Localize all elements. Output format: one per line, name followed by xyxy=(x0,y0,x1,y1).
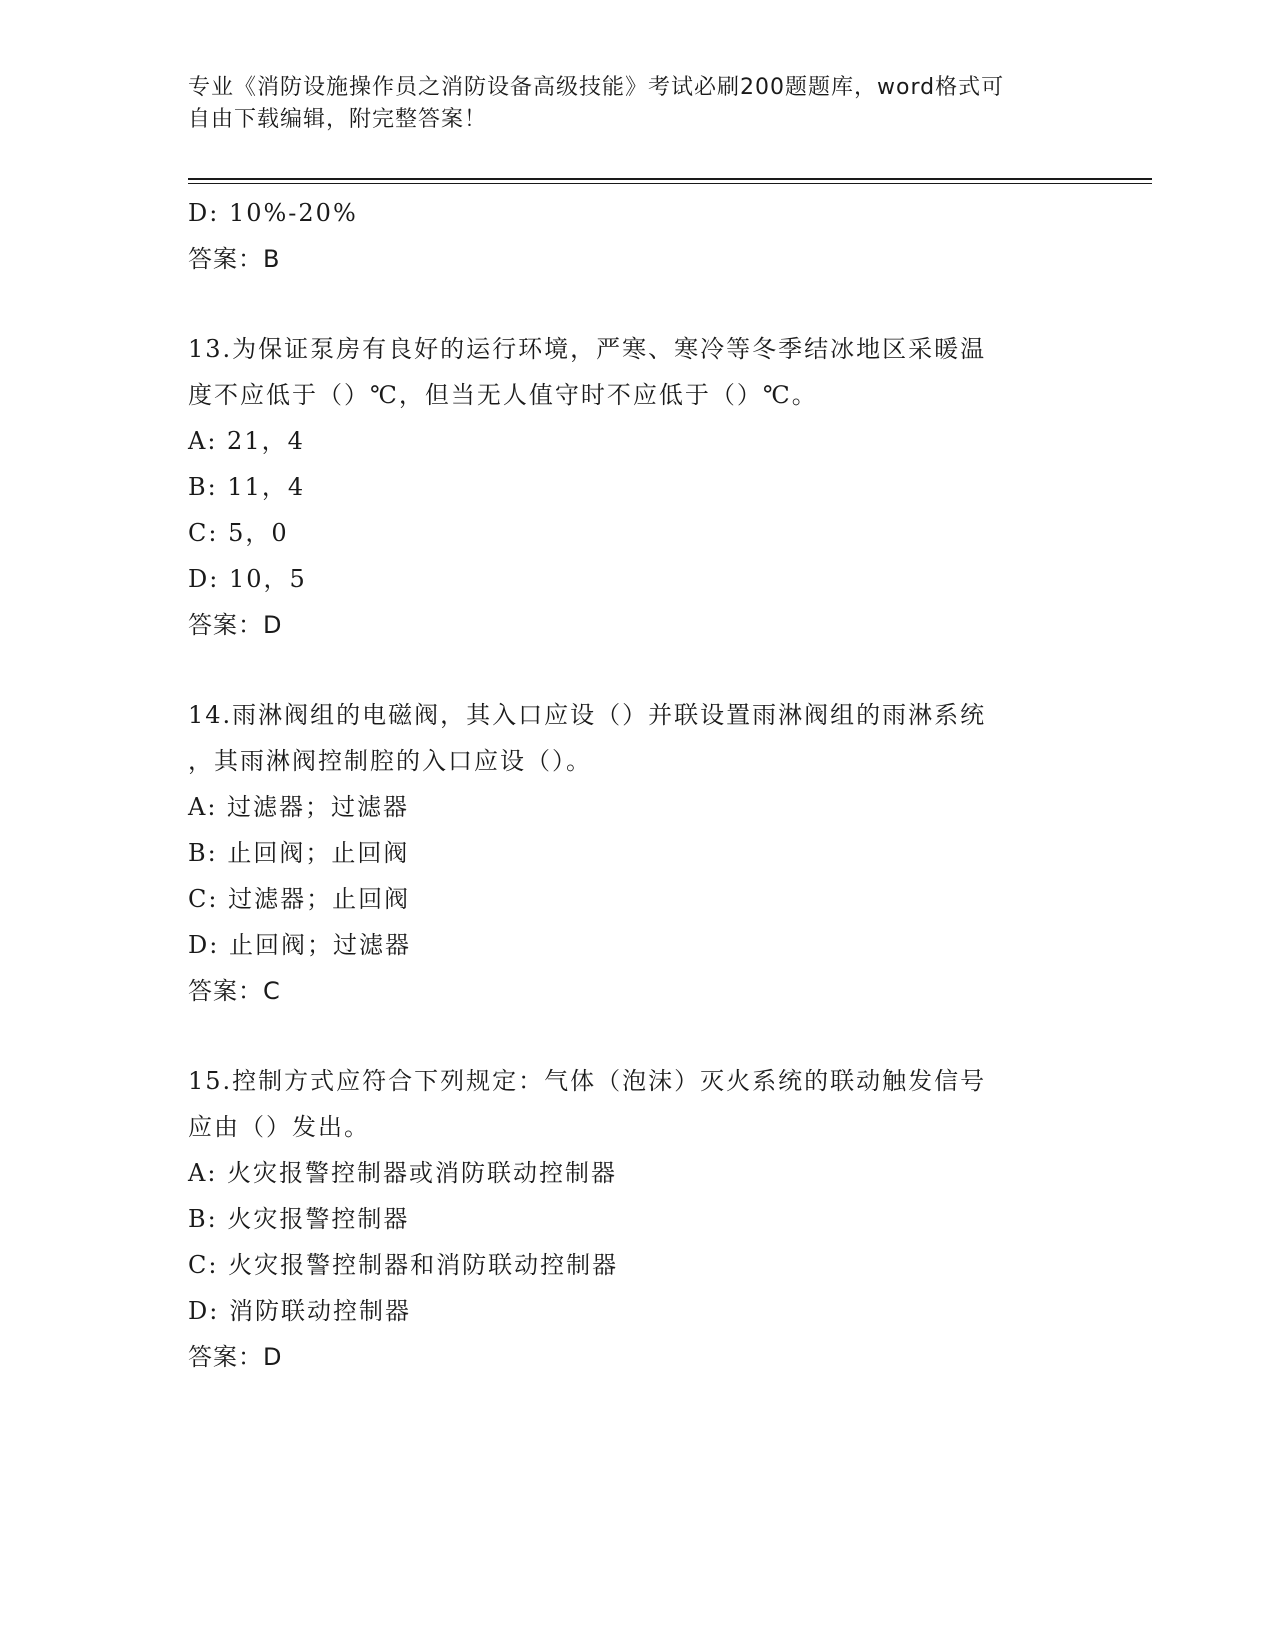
question-15 xyxy=(188,1058,1088,1380)
option-c: C: 火灾报警控制器和消防联动控制器 xyxy=(188,1251,619,1279)
answer: 答案：C xyxy=(188,977,281,1005)
option-b: B: 火灾报警控制器 xyxy=(188,1205,410,1233)
answer: 答案：B xyxy=(188,245,281,273)
document-header xyxy=(188,72,1088,136)
option-c: C: 过滤器；止回阀 xyxy=(188,885,411,913)
question-text-line: 度不应低于（）℃，但当无人值守时不应低于（）℃。 xyxy=(188,381,818,409)
previous-question-tail xyxy=(188,190,1088,282)
option-d: D: 止回阀；过滤器 xyxy=(188,931,411,959)
option-c: C: 5，0 xyxy=(188,519,289,547)
option-a: A: 火灾报警控制器或消防联动控制器 xyxy=(188,1159,618,1187)
question-text-line: 14.雨淋阀组的电磁阀，其入口应设（）并联设置雨淋阀组的雨淋系统 xyxy=(188,701,987,729)
header-line-1: 专业《消防设施操作员之消防设备高级技能》考试必刷200题题库，word格式可 xyxy=(188,75,1005,100)
option-b: B: 11，4 xyxy=(188,473,306,501)
option-d: D: 10，5 xyxy=(188,565,307,593)
question-text-line: 13.为保证泵房有良好的运行环境，严寒、寒冷等冬季结冰地区采暖温 xyxy=(188,335,987,363)
question-14 xyxy=(188,692,1088,1014)
option-d: D: 10%-20% xyxy=(188,199,358,227)
header-line-2: 自由下载编辑，附完整答案！ xyxy=(188,107,488,132)
answer: 答案：D xyxy=(188,1343,283,1371)
document-body xyxy=(188,190,1088,1380)
question-text-line: 应由（）发出。 xyxy=(188,1113,370,1141)
option-b: B: 止回阀；止回阀 xyxy=(188,839,410,867)
option-a: A: 21，4 xyxy=(188,427,305,455)
answer: 答案：D xyxy=(188,611,283,639)
question-text-line: ，其雨淋阀控制腔的入口应设（）。 xyxy=(188,747,592,775)
option-a: A: 过滤器；过滤器 xyxy=(188,793,410,821)
option-d: D: 消防联动控制器 xyxy=(188,1297,411,1325)
header-divider-thin xyxy=(188,183,1152,184)
header-divider-thick xyxy=(188,178,1152,180)
question-text-line: 15.控制方式应符合下列规定：气体（泡沫）灭火系统的联动触发信号 xyxy=(188,1067,987,1095)
question-13 xyxy=(188,326,1088,648)
